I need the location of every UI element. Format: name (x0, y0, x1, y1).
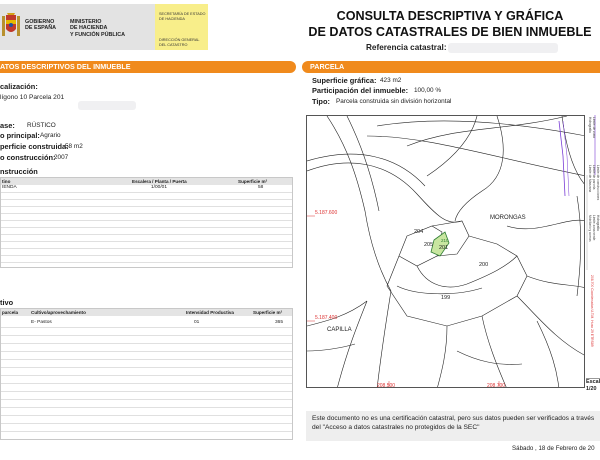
cultivo-header-cultivo: Cultivo/aprovechamiento (31, 309, 86, 315)
legend-item-7: Límite zona verde (592, 215, 596, 241)
bar-prefix: ATOS DESCRIPTIVOS DEL (0, 62, 94, 71)
map-line (377, 121, 585, 136)
map-line (307, 344, 355, 351)
map-drawing (307, 116, 585, 388)
map-line (457, 351, 522, 364)
table-row-line (1, 234, 292, 235)
cultivo-row-cultivo: E- Pastos (31, 320, 52, 325)
ministry-line-3: Y FUNCIÓN PÚBLICA (70, 31, 126, 38)
scale-label: Escal (586, 379, 600, 385)
legend-drawing (585, 115, 600, 379)
document-title (300, 8, 600, 40)
table-row-line (1, 213, 292, 214)
coat-of-arms-icon (2, 12, 20, 40)
scale-value: 1/20 (586, 386, 597, 392)
map-line (537, 321, 559, 388)
cultivo-header-superficie: Superficie m² (253, 309, 283, 315)
secretaria-line-1: SECRETARÍA DE ESTADO (159, 12, 206, 16)
anio-label: o construcción: (0, 153, 56, 162)
map-line (307, 154, 425, 186)
legend-item-1: Hidrografía (588, 117, 592, 133)
map-label-200: 200 (479, 262, 489, 268)
map-label-morongas: MORONGAS (490, 215, 526, 221)
map-line (482, 316, 507, 388)
coord-y-lower: 5.187.400 (315, 315, 338, 321)
map-line (347, 116, 379, 211)
coord-x-left: 208.500 (377, 383, 396, 388)
title-line-2: DE DATOS CATASTRALES DE BIEN INMUEBLE (308, 25, 592, 39)
verification-note: Este documento no es una certificación catastral, pero sus datos pueden ser verificados a través del "Acceso a datos catastrales no protegidos de la SEC" (312, 415, 595, 432)
uso-label: o principal: (0, 131, 40, 140)
table-row-line (1, 220, 292, 221)
direccion-line-1: DIRECCIÓN GENERAL (159, 38, 200, 42)
table-row-line (1, 192, 292, 193)
gov-name (25, 19, 65, 32)
table-row-line (1, 375, 292, 376)
map-line (387, 236, 527, 326)
map-line (377, 291, 391, 388)
legend-crs: 208.700 Coordenadas U.T.M. Huso 29 ETRS89 (590, 275, 594, 347)
table-row-line (1, 206, 292, 207)
map-label-205: 205 (424, 242, 434, 248)
document-date: Sábado , 18 de Febrero de 20 (512, 445, 595, 452)
map-line (507, 220, 585, 229)
map-line (527, 276, 585, 288)
table-row-line (1, 407, 292, 408)
catastral-ref-label: Referencia catastral: (366, 43, 447, 52)
map-label-210: 210 (441, 238, 449, 243)
cultivo-title: tivo (0, 298, 14, 307)
gov-line-1: GOBIERNO (25, 19, 55, 25)
map-label-199: 199 (441, 295, 451, 301)
clase-value: RÚSTICO (27, 122, 56, 129)
construccion-title: nstrucción (0, 167, 38, 176)
ministry-line-1: MINISTERIO (70, 19, 102, 25)
legend-item-5: Límite de construcciones (596, 165, 600, 201)
cultivo-row-intensidad: 01 (194, 320, 200, 325)
map-line (367, 136, 585, 176)
direccion-line-2: DEL CATASTRO (159, 42, 188, 47)
map-line (337, 301, 367, 388)
construccion-row-escalera: 1/00/01 (151, 185, 168, 190)
coord-x-right: 208.700 (487, 383, 506, 388)
construccion-header-superficie: Superficie m² (238, 178, 268, 184)
parcel-bar: PARCELA (302, 61, 600, 73)
descriptive-data-bar (0, 61, 296, 73)
participacion-label: Participación del inmueble: (312, 86, 409, 95)
table-row-line (1, 383, 292, 384)
tipo-value: Parcela construida sin división horizontal (336, 98, 452, 105)
table-row-line (1, 227, 292, 228)
direccion-name (159, 38, 207, 47)
table-row-line (1, 359, 292, 360)
table-row-line (1, 431, 292, 432)
map-legend (585, 115, 600, 379)
table-row-line (1, 415, 292, 416)
cultivo-row-superficie: 365 (275, 320, 284, 325)
cultivo-table (0, 308, 293, 440)
table-row-line (1, 255, 292, 256)
uso-value: Agrario (40, 132, 61, 139)
table-row-line (1, 343, 292, 344)
map-label-204: 204 (414, 229, 424, 235)
participacion-value: 100,00 % (414, 87, 442, 94)
map-line (577, 196, 581, 296)
construccion-table (0, 177, 293, 268)
legend-item-8: Hidrografía (596, 215, 600, 231)
parcel-map[interactable] (306, 115, 585, 388)
table-row-line (1, 199, 292, 200)
legend-item-3: Límite de Manzana (588, 165, 592, 193)
table-row-line (1, 351, 292, 352)
map-line (562, 116, 585, 186)
map-line (417, 256, 517, 287)
coord-y-upper: 5.187.600 (315, 210, 338, 216)
secretaria-name (159, 12, 207, 21)
construccion-row-superficie: 58 (258, 185, 264, 190)
superficie-value: 58 m2 (65, 143, 83, 150)
table-row-line (1, 248, 292, 249)
parcel-201-shape (431, 232, 449, 256)
sup-grafica-label: Superficie gráfica: (312, 76, 377, 85)
table-row-line (1, 391, 292, 392)
catastral-ref-redacted (448, 43, 558, 53)
ministry-name (70, 19, 152, 38)
legend-item-6: Mobiliario y aceras (588, 215, 592, 242)
map-line (427, 116, 477, 176)
legend-item-2: Límite de zona (592, 117, 596, 138)
table-row-line (1, 327, 292, 328)
table-row-line (1, 335, 292, 336)
address-redacted (78, 101, 136, 110)
cultivo-header-subparcela: parcela (2, 309, 19, 315)
construccion-header-escalera: Escalera / Planta / Puerta (132, 178, 187, 184)
localizacion-label: calización: (0, 82, 38, 91)
construccion-header-destino: tino (2, 178, 11, 184)
construccion-row-destino: IENDA (2, 185, 17, 190)
map-line (437, 326, 447, 388)
localizacion-value: lígono 10 Parcela 201 (0, 94, 65, 101)
bar-emphasis: INMUEBLE (93, 62, 131, 71)
scale-box (586, 378, 600, 396)
ministry-line-2: DE HACIENDA (70, 25, 108, 32)
legend-item-4: Límite de parcela (592, 165, 596, 190)
gov-line-2: DE ESPAÑA (25, 25, 57, 32)
table-row-line (1, 262, 292, 263)
table-row-line (1, 423, 292, 424)
map-line (407, 116, 567, 146)
map-line (307, 301, 367, 326)
map-line (517, 296, 585, 356)
map-line (397, 286, 482, 294)
title-line-1: CONSULTA DESCRIPTIVA Y GRÁFICA (336, 9, 564, 23)
government-logo-block (0, 4, 208, 50)
table-row-line (1, 399, 292, 400)
superficie-label: perficie construida: (0, 142, 69, 151)
secretaria-line-2: DE HACIENDA (159, 16, 185, 21)
anio-value: 2007 (54, 154, 69, 161)
cultivo-header-intensidad: Intensidad Productiva (186, 309, 234, 315)
sup-grafica-value: 423 m2 (380, 77, 402, 84)
map-label-201: 201 (439, 245, 449, 251)
table-row-line (1, 367, 292, 368)
map-label-capilla: CAPILLA (327, 327, 352, 333)
table-row-line (1, 241, 292, 242)
tipo-label: Tipo: (312, 97, 330, 106)
clase-label: ase: (0, 121, 15, 130)
